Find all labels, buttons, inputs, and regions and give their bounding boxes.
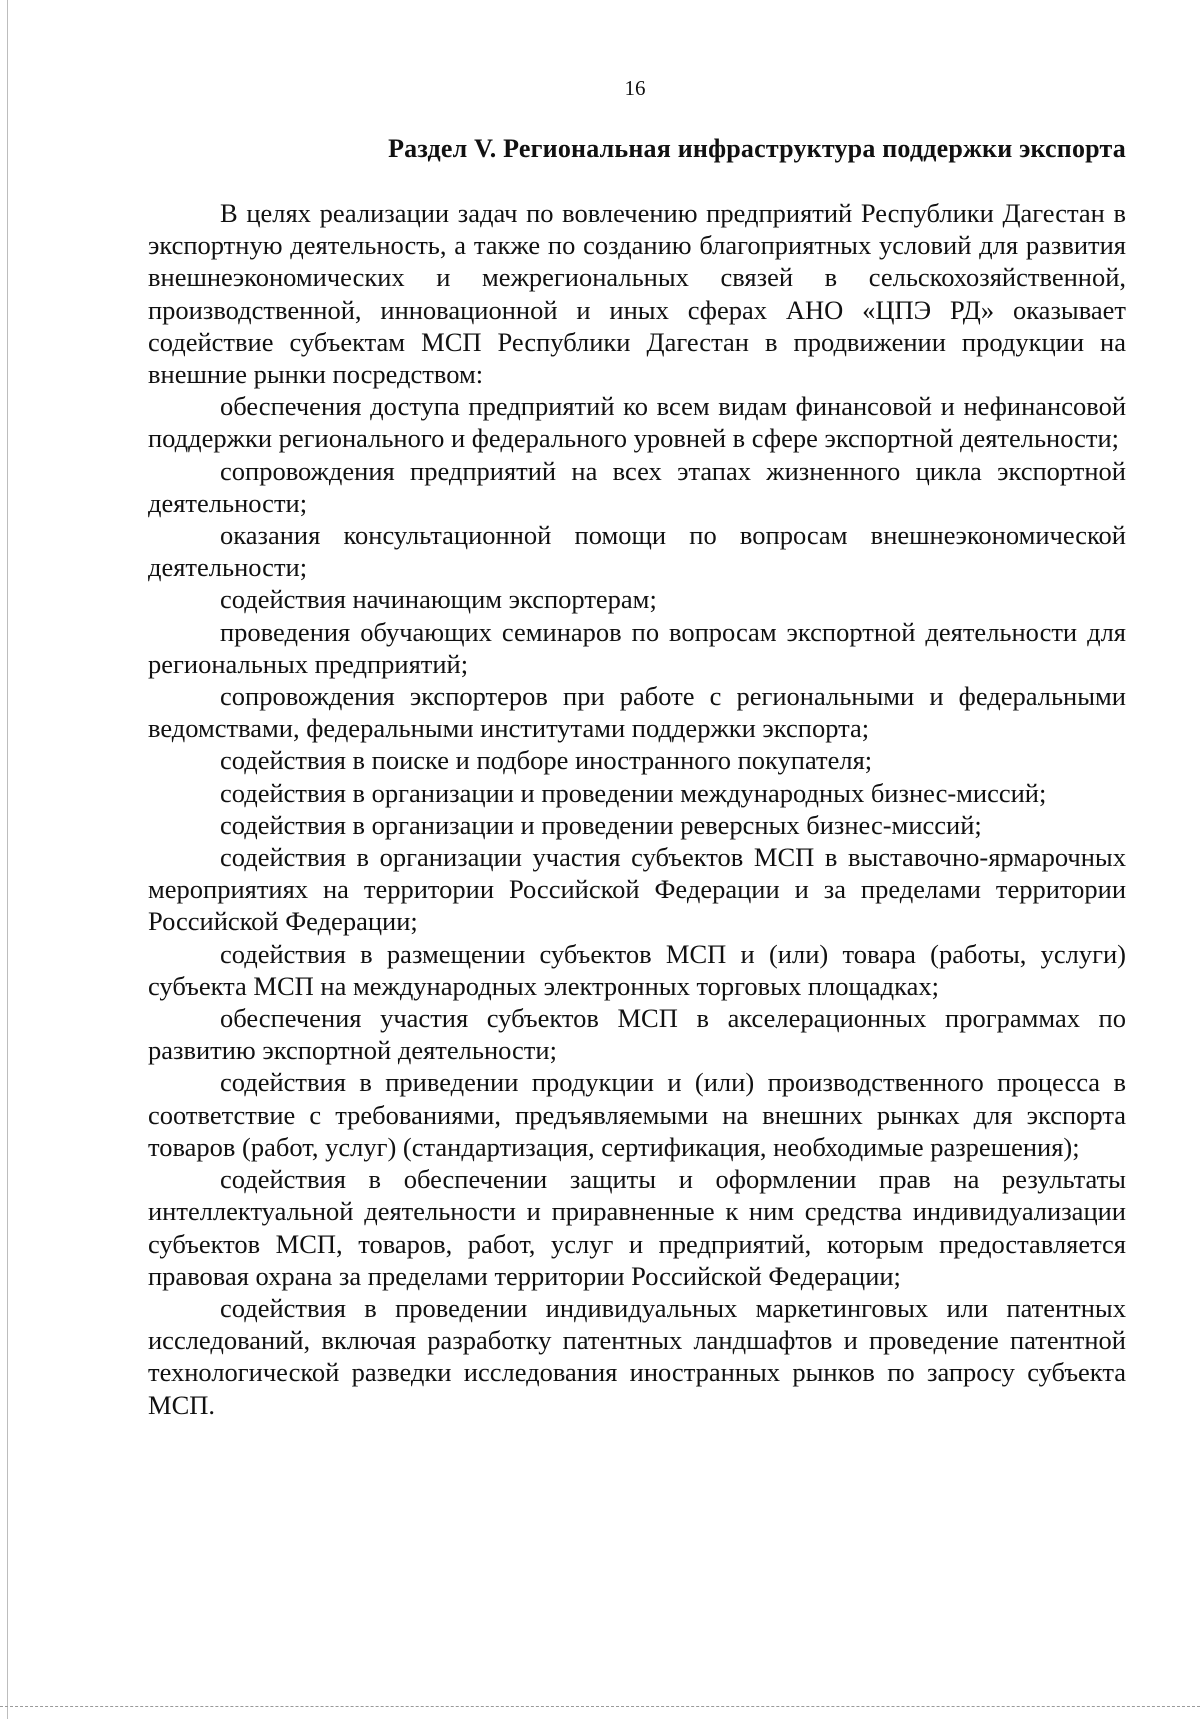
list-item: содействия в поиске и подборе иностранного покупателя; [220,745,873,776]
list-item: содействия в организации и проведении реверсных бизнес-миссий; [220,809,982,840]
intro-paragraph: В целях реализации задач по вовлечению предприятий Республики Дагестан в экспортную деятельность, а также по созданию благоприятных условий для развития внешнеэкономических и межрегиональных связей в сельскохозяйственной, производственной, инновационной и иных сферах АНО «ЦПЭ РД» оказывает содействие субъектам МСП Республики Дагестан в продвижении продукции на внешние рынки посредством: [148,198,1126,390]
scan-edge-left [7,0,8,1719]
list-item: содействия в организации участия субъектов МСП в выставочно-ярмарочных мероприятиях на территории Российской Федерации и за пределами территории Российской Федерации; [148,842,1126,937]
page-number: 16 [624,76,646,100]
list-item: содействия в обеспечении защиты и оформлении прав на результаты интеллектуальной деятельности и приравненные к ним средства индивидуализации субъектов МСП, товаров, работ, услуг и предприятий, которым предоставляется правовая охрана за пределами территории Российской Федерации; [148,1164,1126,1291]
document-body [148,197,1126,1421]
list-item: сопровождения экспортеров при работе с региональными и федеральными ведомствами, федеральными институтами поддержки экспорта; [148,681,1126,744]
list-item: обеспечения участия субъектов МСП в акселерационных программах по развитию экспортной деятельности; [148,1003,1126,1066]
list-item: содействия в организации и проведении международных бизнес-миссий; [220,777,1047,808]
scan-edge-bottom [0,1706,1200,1708]
list-item: оказания консультационной помощи по вопросам внешнеэкономической деятельности; [148,520,1126,583]
list-item: проведения обучающих семинаров по вопросам экспортной деятельности для региональных предприятий; [148,616,1126,679]
list-item: обеспечения доступа предприятий ко всем видам финансовой и нефинансовой поддержки регионального и федерального уровней в сфере экспортной деятельности; [148,391,1126,454]
list-item: содействия в размещении субъектов МСП и (или) товара (работы, услуги) субъекта МСП на международных электронных торговых площадках; [148,938,1126,1001]
section-title: Раздел V. Региональная инфраструктура поддержки экспорта [388,134,1126,163]
list-item: содействия в приведении продукции и (или) производственного процесса в соответствие с требованиями, предъявляемыми на внешних рынках для экспорта товаров (работ, услуг) (стандартизация, сертификация, необходимые разрешения); [148,1067,1126,1162]
list-item: содействия в проведении индивидуальных маркетинговых или патентных исследований, включая разработку патентных ландшафтов и проведение патентной технологической разведки исследования иностранных рынков по запросу субъекта МСП. [148,1292,1126,1420]
list-item: содействия начинающим экспортерам; [220,584,657,615]
list-item: сопровождения предприятий на всех этапах жизненного цикла экспортной деятельности; [148,455,1126,518]
